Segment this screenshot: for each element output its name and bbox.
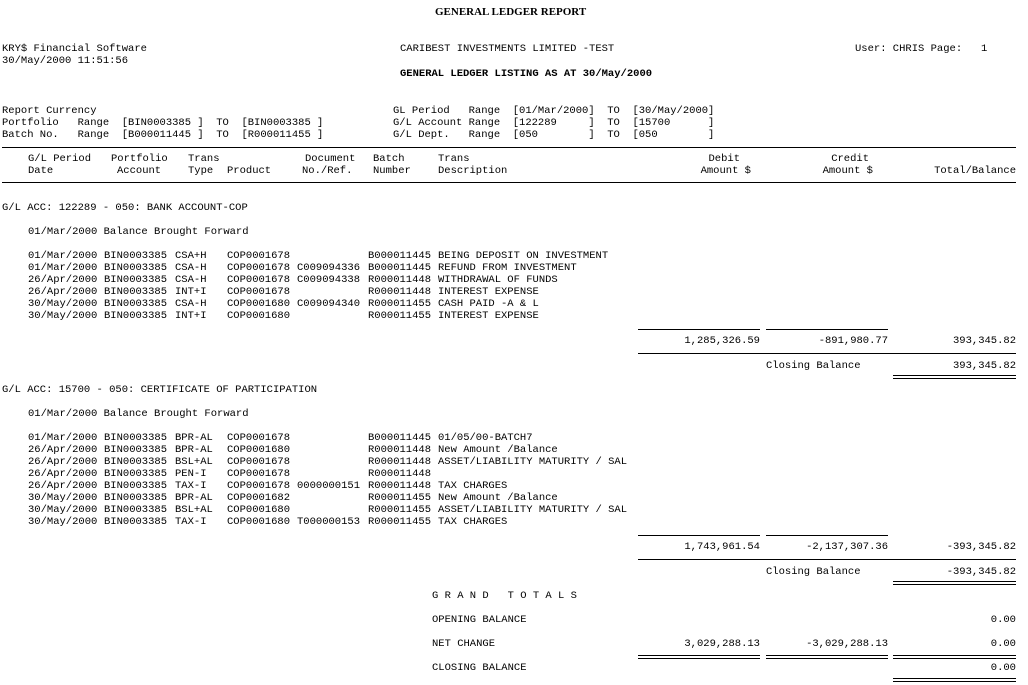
debit-total: 1,743,961.54	[684, 541, 760, 553]
row-portfolio: BIN0003385	[104, 504, 168, 516]
col-type-2: Type	[188, 165, 214, 177]
row-description: New Amount /Balance	[438, 492, 558, 504]
row-type: BPR-AL	[175, 432, 213, 444]
row-document: C009094340	[297, 298, 361, 310]
col-credit-1: Credit	[831, 153, 869, 165]
row-portfolio: BIN0003385	[104, 516, 168, 528]
account-total: 393,345.82	[952, 335, 1016, 347]
col-document-2: No./Ref.	[302, 165, 353, 177]
row-date: 01/Mar/2000	[28, 262, 98, 274]
net-change-debit: 3,029,288.13	[684, 638, 760, 650]
col-type-1: Trans	[188, 153, 220, 165]
row-date: 26/Apr/2000	[28, 468, 98, 480]
report-datetime: 30/May/2000 11:51:56	[2, 55, 129, 67]
row-portfolio: BIN0003385	[104, 310, 168, 322]
row-description: ASSET/LIABILITY MATURITY / SAL	[438, 504, 628, 516]
debit-total: 1,285,326.59	[684, 335, 760, 347]
row-product: COP0001680	[227, 310, 291, 322]
row-batch: R000011448	[368, 274, 432, 286]
row-type: BPR-AL	[175, 444, 213, 456]
row-type: INT+I	[175, 310, 207, 322]
row-product: COP0001680	[227, 444, 291, 456]
row-date: 30/May/2000	[28, 516, 98, 528]
row-type: TAX-I	[175, 516, 207, 528]
closing-balance-value: 0.00	[990, 662, 1016, 674]
row-product: COP0001678	[227, 468, 291, 480]
col-portfolio-2: Account	[117, 165, 162, 177]
row-product: COP0001680	[227, 298, 291, 310]
col-debit-2: Amount $	[700, 165, 751, 177]
row-batch: R000011455	[368, 504, 432, 516]
account-total: -393,345.82	[946, 541, 1016, 553]
opening-value: 0.00	[990, 614, 1016, 626]
row-type: CSA+H	[175, 250, 207, 262]
closing-value: 393,345.82	[952, 360, 1016, 372]
net-value-double-rule	[893, 655, 1016, 659]
row-batch: R000011448	[368, 444, 432, 456]
row-description: WITHDRAWAL OF FUNDS	[438, 274, 558, 286]
row-date: 01/Mar/2000	[28, 432, 98, 444]
closing-balance-label: CLOSING BALANCE	[432, 662, 527, 674]
closing-label: Closing Balance	[766, 566, 861, 578]
credit-total: -891,980.77	[818, 335, 888, 347]
col-portfolio-1: Portfolio	[111, 153, 168, 165]
row-type: INT+I	[175, 286, 207, 298]
col-product: Product	[227, 165, 272, 177]
row-portfolio: BIN0003385	[104, 286, 168, 298]
row-product: COP0001682	[227, 492, 291, 504]
col-credit-2: Amount $	[822, 165, 873, 177]
row-type: BPR-AL	[175, 492, 213, 504]
row-portfolio: BIN0003385	[104, 492, 168, 504]
param-portfolio: Portfolio Range [BIN0003385 ] TO [BIN0003385 ]	[2, 117, 324, 129]
row-date: 26/Apr/2000	[28, 444, 98, 456]
row-description: INTEREST EXPENSE	[438, 286, 539, 298]
row-batch: R000011455	[368, 298, 432, 310]
col-period-1: G/L Period	[28, 153, 92, 165]
row-batch: R000011448	[368, 456, 432, 468]
col-batch-1: Batch	[373, 153, 405, 165]
row-type: BSL+AL	[175, 456, 213, 468]
report-title: GENERAL LEDGER REPORT	[435, 6, 587, 18]
net-change-label: NET CHANGE	[432, 638, 496, 650]
row-batch: B000011445	[368, 432, 432, 444]
software-name: KRY$ Financial Software	[2, 43, 147, 55]
row-product: COP0001678	[227, 480, 291, 492]
row-portfolio: BIN0003385	[104, 480, 168, 492]
row-date: 26/Apr/2000	[28, 456, 98, 468]
row-batch: R000011455	[368, 516, 432, 528]
row-portfolio: BIN0003385	[104, 298, 168, 310]
col-desc-1: Trans	[438, 153, 470, 165]
row-date: 26/Apr/2000	[28, 274, 98, 286]
row-description: ASSET/LIABILITY MATURITY / SAL	[438, 456, 628, 468]
row-description: New Amount /Balance	[438, 444, 558, 456]
row-description: INTEREST EXPENSE	[438, 310, 539, 322]
closing-label: Closing Balance	[766, 360, 861, 372]
col-total: Total/Balance	[934, 165, 1016, 177]
closing-balance-double-rule	[893, 678, 1016, 682]
row-document: C009094336	[297, 262, 361, 274]
row-date: 30/May/2000	[28, 504, 98, 516]
account-title: G/L ACC: 122289 - 050: BANK ACCOUNT-COP	[2, 202, 248, 214]
brought-forward: 01/Mar/2000 Balance Brought Forward	[28, 226, 249, 238]
row-description: TAX CHARGES	[438, 480, 508, 492]
row-portfolio: BIN0003385	[104, 432, 168, 444]
net-debit-double-rule	[638, 655, 760, 659]
row-type: CSA-H	[175, 298, 207, 310]
row-type: CSA-H	[175, 274, 207, 286]
net-change-value: 0.00	[990, 638, 1016, 650]
row-product: COP0001678	[227, 432, 291, 444]
row-portfolio: BIN0003385	[104, 250, 168, 262]
col-batch-2: Number	[373, 165, 411, 177]
row-date: 30/May/2000	[28, 298, 98, 310]
row-product: COP0001678	[227, 250, 291, 262]
row-product: COP0001678	[227, 274, 291, 286]
grand-title: G R A N D T O T A L S	[432, 590, 577, 602]
row-batch: R000011448	[368, 480, 432, 492]
param-account: G/L Account Range [122289 ] TO [15700 ]	[393, 117, 715, 129]
col-document-1: Document	[305, 153, 356, 165]
row-product: COP0001680	[227, 516, 291, 528]
col-period-2: Date	[28, 165, 54, 177]
header-rule-top	[2, 147, 1016, 148]
net-change-credit: -3,029,288.13	[806, 638, 888, 650]
header-rule-bottom	[2, 182, 1016, 183]
closing-double-rule	[893, 581, 1016, 585]
brought-forward: 01/Mar/2000 Balance Brought Forward	[28, 408, 249, 420]
row-batch: R000011448	[368, 468, 432, 480]
row-product: COP0001678	[227, 286, 291, 298]
row-description: REFUND FROM INVESTMENT	[438, 262, 577, 274]
row-date: 26/Apr/2000	[28, 480, 98, 492]
row-portfolio: BIN0003385	[104, 468, 168, 480]
param-currency: Report Currency	[2, 105, 97, 117]
credit-rule	[766, 535, 888, 536]
param-dept: G/L Dept. Range [050 ] TO [050 ]	[393, 129, 715, 141]
row-portfolio: BIN0003385	[104, 274, 168, 286]
col-debit-1: Debit	[708, 153, 740, 165]
row-portfolio: BIN0003385	[104, 444, 168, 456]
row-batch: B000011445	[368, 262, 432, 274]
param-batch: Batch No. Range [B000011445 ] TO [R000011455 ]	[2, 129, 324, 141]
row-document: C009094338	[297, 274, 361, 286]
row-description: CASH PAID -A & L	[438, 298, 539, 310]
row-description: TAX CHARGES	[438, 516, 508, 528]
row-portfolio: BIN0003385	[104, 456, 168, 468]
closing-double-rule	[893, 375, 1016, 379]
row-description: 01/05/00-BATCH7	[438, 432, 533, 444]
row-date: 26/Apr/2000	[28, 286, 98, 298]
col-desc-2: Description	[438, 165, 508, 177]
row-type: PEN-I	[175, 468, 207, 480]
row-type: TAX-I	[175, 480, 207, 492]
row-description: BEING DEPOSIT ON INVESTMENT	[438, 250, 609, 262]
row-document: T000000153	[297, 516, 361, 528]
account-title: G/L ACC: 15700 - 050: CERTIFICATE OF PARTICIPATION	[2, 384, 318, 396]
row-date: 30/May/2000	[28, 492, 98, 504]
closing-rule	[638, 353, 1016, 354]
closing-rule	[638, 559, 1016, 560]
param-period: GL Period Range [01/Mar/2000] TO [30/May/2000]	[393, 105, 715, 117]
row-type: CSA-H	[175, 262, 207, 274]
row-product: COP0001680	[227, 504, 291, 516]
row-batch: R000011455	[368, 310, 432, 322]
row-date: 01/Mar/2000	[28, 250, 98, 262]
debit-rule	[638, 329, 760, 330]
row-batch: R000011455	[368, 492, 432, 504]
company-name: CARIBEST INVESTMENTS LIMITED -TEST	[400, 43, 615, 55]
row-product: COP0001678	[227, 262, 291, 274]
credit-rule	[766, 329, 888, 330]
row-product: COP0001678	[227, 456, 291, 468]
row-batch: R000011448	[368, 286, 432, 298]
row-type: BSL+AL	[175, 504, 213, 516]
opening-label: OPENING BALANCE	[432, 614, 527, 626]
row-batch: B000011445	[368, 250, 432, 262]
listing-title: GENERAL LEDGER LISTING AS AT 30/May/2000	[400, 68, 653, 80]
debit-rule	[638, 535, 760, 536]
credit-total: -2,137,307.36	[806, 541, 888, 553]
closing-value: -393,345.82	[946, 566, 1016, 578]
user-page: User: CHRIS Page: 1	[855, 43, 988, 55]
row-date: 30/May/2000	[28, 310, 98, 322]
row-document: 0000000151	[297, 480, 361, 492]
net-credit-double-rule	[766, 655, 888, 659]
row-portfolio: BIN0003385	[104, 262, 168, 274]
